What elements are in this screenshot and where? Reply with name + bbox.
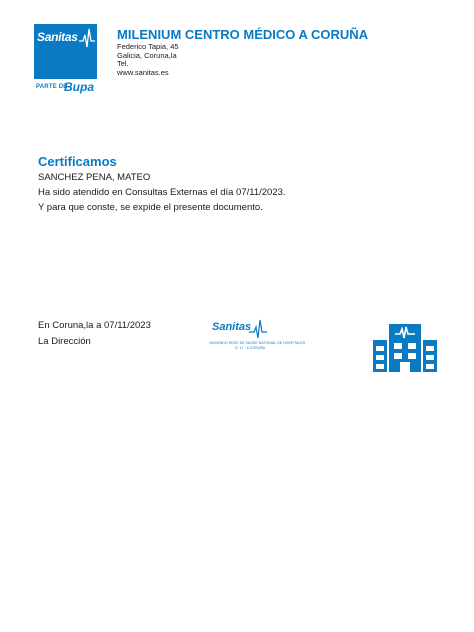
stamp-heartbeat-icon <box>249 319 267 339</box>
bupa-logo-text: Bupa <box>64 80 94 94</box>
address-street: Federico Tapia, 45 <box>117 42 179 51</box>
stamp-text-line2: C/ 17 · A CORUÑA <box>234 346 266 350</box>
issuance-statement: Y para que conste, se expide el presente documento. <box>38 202 263 213</box>
heartbeat-icon <box>79 27 95 49</box>
sanitas-logo <box>34 24 97 79</box>
center-name: MILENIUM CENTRO MÉDICO A CORUÑA <box>117 27 369 42</box>
patient-name: SANCHEZ PENA, MATEO <box>38 172 151 183</box>
parte-de-label: PARTE DE <box>36 84 68 90</box>
certificate-title: Certificamos <box>38 154 117 169</box>
attendance-statement: Ha sido atendido en Consultas Externas el día 07/11/2023. <box>38 187 286 198</box>
stamp-text-line1: HACIENDO REDE DE SAÚDE NATIONAL DE HOSPITALES <box>209 341 306 345</box>
logo-brand-text: Sanitas <box>37 30 78 44</box>
hospital-building-icon <box>373 318 437 372</box>
address-region: Galicia, Coruna,la <box>117 51 177 60</box>
place-date: En Coruna,la a 07/11/2023 <box>38 320 151 331</box>
stamp-brand-text: Sanitas <box>212 321 252 333</box>
address-phone: Tel. <box>117 59 129 68</box>
signature-label: La Dirección <box>38 336 91 347</box>
sanitas-stamp <box>209 319 306 353</box>
address-website: www.sanitas.es <box>117 68 169 77</box>
